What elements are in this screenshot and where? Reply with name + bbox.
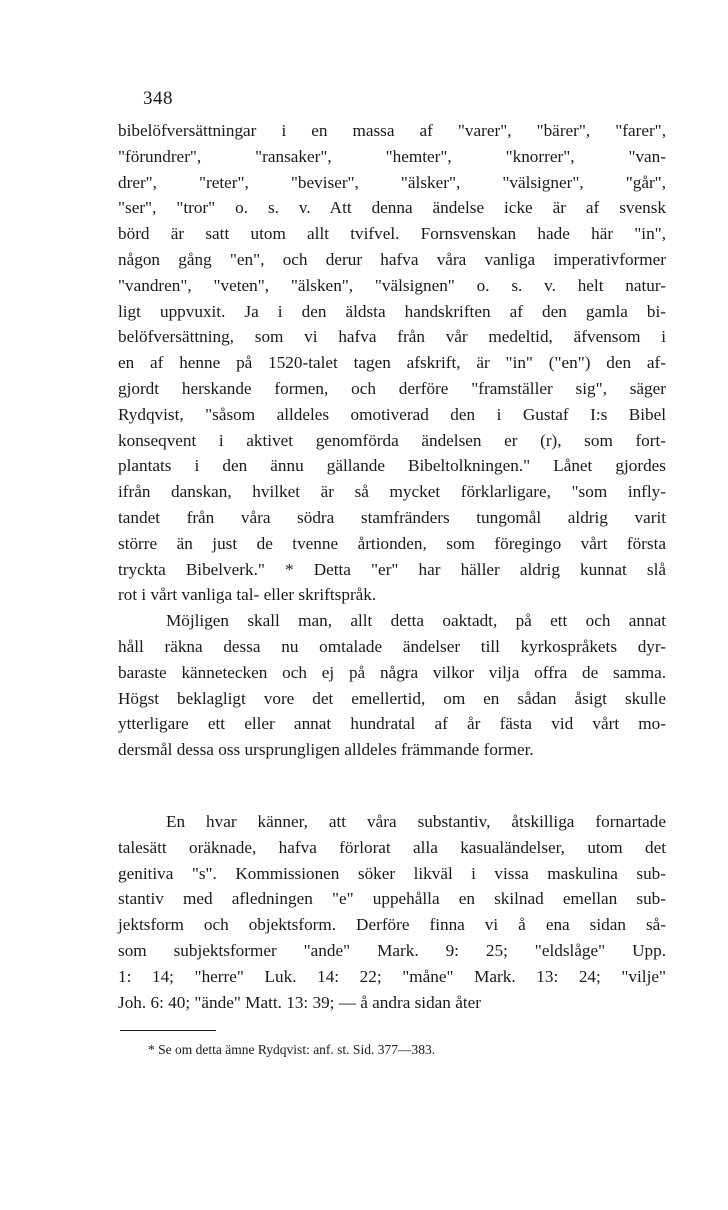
text-line: plantats i den ännu gällande Bibeltolkningen." Lånet gjordes [118, 456, 666, 476]
text-line: Högst beklagligt vore det emellertid, om en sådan åsigt skulle [118, 688, 666, 708]
text-line: "förundrer", "ransaker", "hemter", "knorrer", "van- [118, 146, 666, 166]
text-line: En hvar känner, att våra substantiv, åtskilliga fornartade [166, 812, 666, 831]
text-line: Möjligen skall man, allt detta oaktadt, på ett och annat [166, 611, 666, 631]
text-line: "ser", "tror" o. s. v. Att denna ändelse icke är af svensk [118, 198, 666, 218]
text-line: rot i vårt vanliga tal- eller skriftspråk. [118, 585, 377, 605]
text-line: börd är satt utom allt tvifvel. Fornsvenskan hade här "in", [118, 224, 666, 244]
footnote-divider [120, 1030, 216, 1031]
main-text-lower [118, 809, 666, 1015]
text-line: bibelöfversättningar i en massa af "varer", "bärer", "farer", [118, 121, 666, 140]
text-line: talesätt oräknade, hafva förlorat alla kasualändelser, utom det [118, 837, 666, 857]
text-line: belöfversättning, som vi hafva från vår medeltid, äfvensom i [118, 327, 666, 347]
text-line: en af henne på 1520-talet tagen afskrift, är "in" ("en") den af- [118, 353, 666, 373]
text-line: som subjektsformer "ande" Mark. 9: 25; "eldslåge" Upp. [118, 940, 666, 960]
text-line: större än just de tvenne årtionden, som föregingo vårt första [118, 533, 666, 553]
page-number: 348 [143, 88, 173, 109]
text-line: 1: 14; "herre" Luk. 14: 22; "måne" Mark. 13: 24; "vilje" [118, 966, 666, 986]
text-line: Rydqvist, "såsom alldeles omotiverad den i Gustaf I:s Bibel [118, 404, 666, 424]
text-line: genitiva "s". Kommissionen söker likväl i vissa maskulina sub- [118, 863, 666, 883]
text-line: ifrån danskan, hvilket är så mycket förklarligare, "som infly- [118, 482, 666, 502]
paragraph [118, 608, 666, 763]
text-line: Joh. 6: 40; "ände" Matt. 13: 39; — å andra sidan åter [118, 992, 481, 1012]
paragraph [118, 809, 666, 1015]
text-line: konseqvent i aktivet genomförda ändelsen er (r), som fort- [118, 430, 666, 450]
text-line: jektsform och objektsform. Derföre finna vi å ena sidan så- [118, 915, 666, 935]
footnote: * Se om detta ämne Rydqvist: anf. st. Sid. 377—383. [148, 1042, 436, 1057]
main-text-upper [118, 118, 666, 763]
text-line: drer", "reter", "beviser", "älsker", "välsigner", "går", [118, 172, 666, 192]
text-line: gjordt herskande formen, och derföre "framställer sig", säger [118, 378, 666, 398]
text-line: tandet från våra södra stamfränders tungomål aldrig varit [118, 507, 666, 527]
text-line: tryckta Bibelverk." * Detta "er" har häller aldrig kunnat slå [118, 559, 666, 579]
text-line: ligt uppvuxit. Ja i den äldsta handskriften af den gamla bi- [118, 301, 666, 321]
paragraph [118, 118, 666, 608]
text-line: "vandren", "veten", "älsken", "välsignen" o. s. v. helt natur- [118, 275, 666, 295]
text-line: någon gång "en", och derur hafva våra vanliga imperativformer [118, 249, 666, 269]
text-line: stantiv med afledningen "e" uppehålla en skilnad emellan sub- [118, 889, 666, 909]
text-line: dersmål dessa oss ursprungligen alldeles främmande former. [118, 740, 534, 760]
text-line: baraste kännetecken och ej på några vilkor vilja offra de samma. [118, 662, 666, 682]
text-line: ytterligare ett eller annat hundratal af år fästa vid vårt mo- [118, 714, 666, 734]
text-line: håll räkna dessa nu omtalade ändelser till kyrkospråkets dyr- [118, 636, 666, 656]
